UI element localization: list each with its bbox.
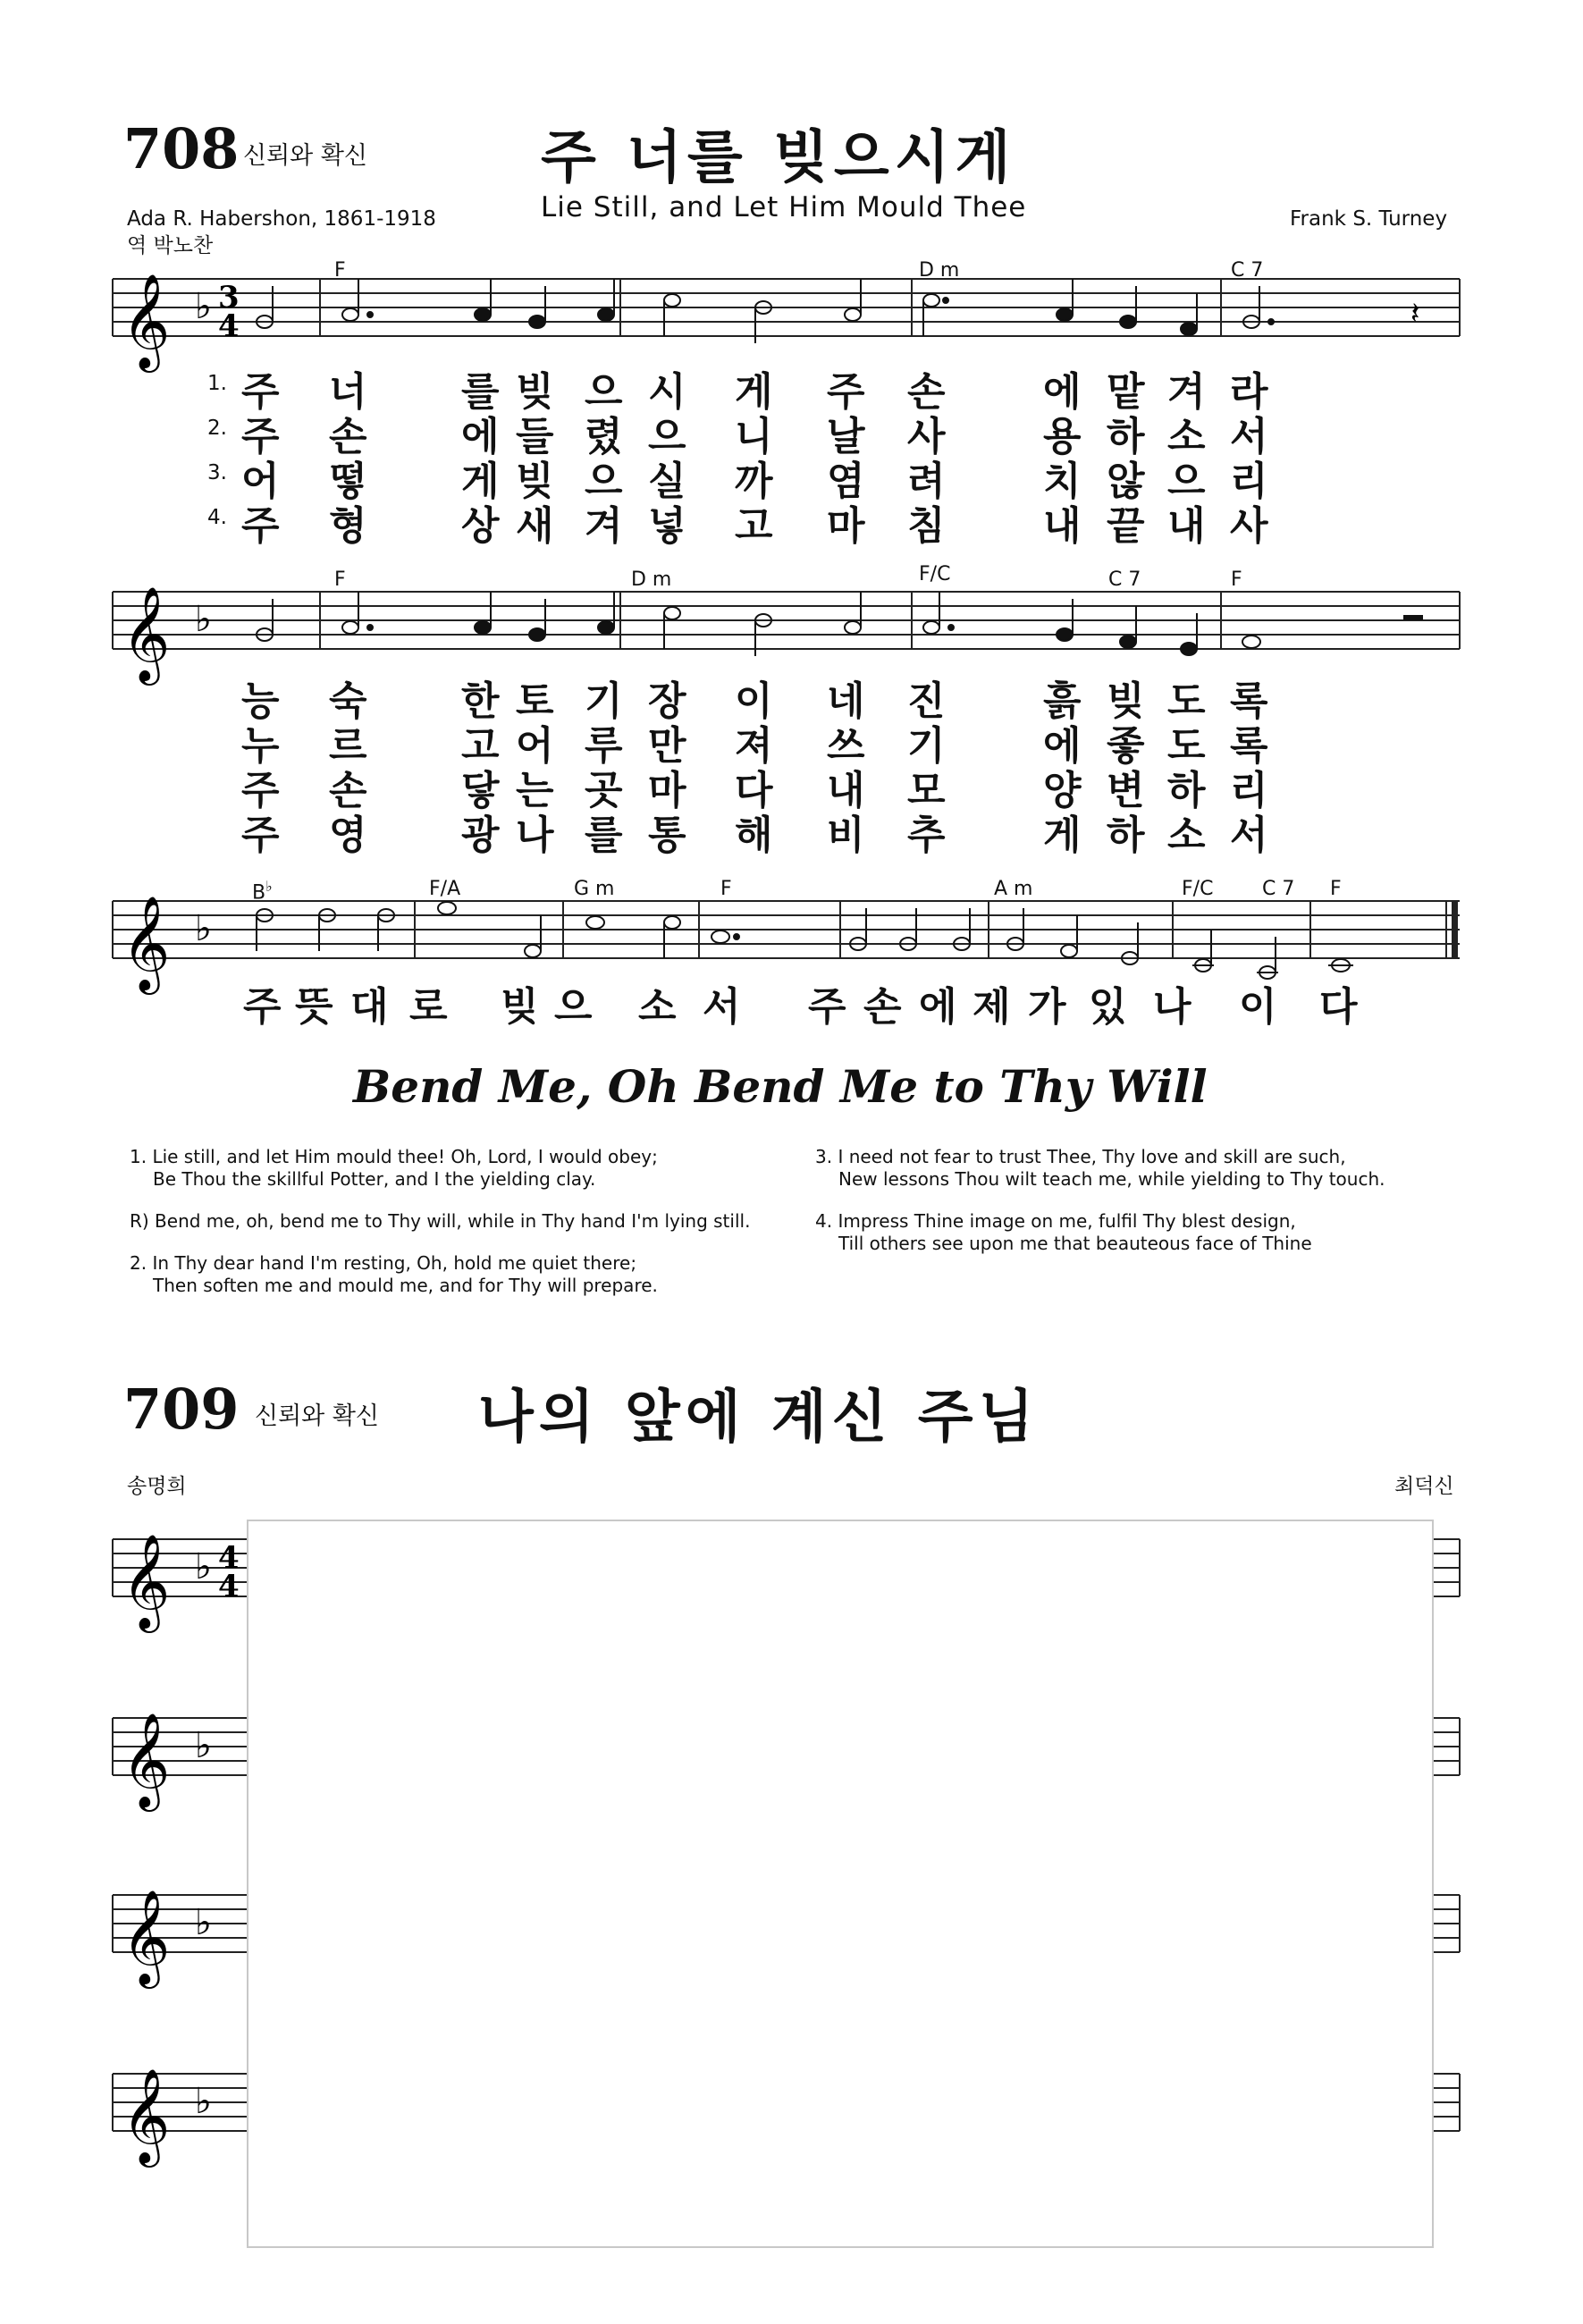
verse-number-4: 4.: [207, 506, 227, 529]
lyric-syllable: 다: [1319, 984, 1358, 1030]
lyric-syllable: 고: [735, 503, 773, 549]
lyric-syllable: 까: [735, 459, 773, 504]
chord-s3-5: A m: [994, 878, 1033, 900]
lyric-syllable: 이: [735, 678, 773, 724]
lyric-syllable: 하: [1167, 768, 1206, 813]
flat-key-icon: ♭: [195, 599, 212, 640]
verse-number-2: 2.: [207, 417, 227, 440]
chord-s1-3: C 7: [1231, 259, 1264, 282]
flat-key-icon: ♭: [195, 1902, 212, 1943]
chord-s1-2: D m: [919, 259, 960, 282]
hymn-708-composer: Frank S. Turney: [1290, 207, 1448, 231]
flat-icon: ♭: [265, 878, 273, 895]
english-line: 4. Impress Thine image on me, fulfil Thy blest design,: [815, 1210, 1296, 1232]
treble-clef-icon: 𝄞: [122, 895, 171, 990]
lyric-syllable: 게: [1043, 813, 1082, 858]
english-verse-4: [815, 1210, 1459, 1255]
chord-s2-3: F/C: [919, 563, 951, 585]
lyric-syllable: 제: [973, 984, 1011, 1030]
lyric-syllable: 다: [735, 768, 773, 813]
hymn-708-subtitle: Lie Still, and Let Him Mould Thee: [541, 191, 1027, 223]
lyric-syllable: 이: [1239, 984, 1277, 1030]
lyric-syllable: 용: [1043, 414, 1082, 459]
half-rest-icon: [1403, 615, 1423, 620]
flat-key-icon: ♭: [195, 1546, 212, 1587]
lyric-syllable: 통: [648, 813, 686, 858]
chord-s3-1: B♭: [252, 878, 273, 905]
lyric-syllable: 려: [907, 459, 946, 504]
lyric-syllable: 영: [329, 813, 367, 858]
lyric-syllable: 도: [1167, 723, 1206, 769]
lyric-syllable: 내: [1167, 503, 1206, 549]
treble-clef-icon: 𝄞: [122, 1533, 171, 1629]
lyric-syllable: 진: [907, 678, 946, 724]
hymn-709-category: 신뢰와 확신: [255, 1402, 379, 1430]
svg-text:4: 4: [218, 1540, 240, 1576]
lyric-syllable: 손: [907, 369, 946, 415]
treble-clef-icon: 𝄞: [122, 585, 171, 681]
lyric-syllable: 으: [554, 984, 593, 1030]
lyric-syllable: 져: [735, 723, 773, 769]
lyric-syllable: 는: [516, 768, 554, 813]
lyric-syllable: 겨: [585, 503, 623, 549]
hymn-709-number: 709: [123, 1377, 240, 1442]
lyric-syllable: 토: [516, 678, 554, 724]
lyric-syllable: 으: [585, 459, 623, 504]
hymn-709-composer: 최덕신: [1394, 1475, 1454, 1498]
lyric-syllable: 한: [461, 678, 500, 724]
lyric-syllable: 를: [585, 813, 623, 858]
lyric-syllable: 침: [907, 503, 946, 549]
lyric-syllable: 누: [241, 723, 280, 769]
lyric-syllable: 들: [516, 414, 554, 459]
treble-clef-icon: 𝄞: [122, 1712, 171, 1807]
svg-text:4: 4: [218, 308, 240, 344]
flat-key-icon: ♭: [195, 908, 212, 949]
lyric-syllable: 비: [827, 813, 865, 858]
lyric-syllable: 로: [409, 984, 448, 1030]
lyric-syllable: 변: [1107, 768, 1145, 813]
lyric-syllable: 어: [241, 459, 280, 504]
chord-s1-1: F: [334, 259, 346, 282]
chord-s3-7: C 7: [1262, 878, 1295, 900]
treble-clef-icon: 𝄞: [122, 1889, 171, 1984]
english-verses-right: [815, 1146, 1459, 1255]
lyric-syllable: 를: [461, 369, 500, 415]
lyric-syllable: 마: [648, 768, 686, 813]
lyric-syllable: 하: [1107, 414, 1145, 459]
staff-system-1: [0, 268, 1583, 366]
lyric-syllable: 게: [735, 369, 773, 415]
verse-number-3: 3.: [207, 461, 227, 484]
english-line: 2. In Thy dear hand I'm resting, Oh, hold me quiet there;: [130, 1252, 637, 1274]
lyric-syllable: 치: [1043, 459, 1082, 504]
lyric-syllable: 빚: [1107, 678, 1145, 724]
chord-s2-2: D m: [631, 568, 672, 591]
lyric-syllable: 닿: [461, 768, 500, 813]
lyric-syllable: 광: [461, 813, 500, 858]
verse-number-1: 1.: [207, 372, 227, 395]
english-verses-left: [130, 1146, 809, 1297]
english-line: New lessons Thou wilt teach me, while yielding to Thy touch.: [838, 1168, 1385, 1190]
lyric-syllable: 리: [1230, 768, 1268, 813]
chord-s3-3: G m: [574, 878, 615, 900]
lyric-syllable: 좋: [1107, 723, 1145, 769]
chord-s3-4: F: [720, 878, 732, 900]
lyric-syllable: 뜻: [295, 984, 333, 1030]
lyric-syllable: 빚: [516, 369, 554, 415]
lyric-syllable: 에: [1043, 723, 1082, 769]
lyric-syllable: 주: [241, 813, 280, 858]
english-line: 3. I need not fear to trust Thee, Thy love and skill are such,: [815, 1146, 1346, 1167]
staff-system-2: [0, 581, 1583, 679]
lyric-syllable: 손: [863, 984, 902, 1030]
lyric-syllable: 떻: [329, 459, 367, 504]
lyric-syllable: 소: [638, 984, 677, 1030]
english-line: R) Bend me, oh, bend me to Thy will, while in Thy hand I'm lying still.: [130, 1210, 751, 1232]
lyric-syllable: 형: [329, 503, 367, 549]
flat-key-icon: ♭: [195, 2081, 212, 2122]
hymn-708-title: 주 너를 빚으시게: [541, 125, 1016, 191]
hymn-708-category: 신뢰와 확신: [243, 142, 367, 170]
lyric-syllable: 서: [1230, 813, 1268, 858]
lyric-syllable: 주: [243, 984, 282, 1030]
lyric-syllable: 주: [808, 984, 846, 1030]
lyric-syllable: 쓰: [827, 723, 865, 769]
lyric-syllable: 주: [241, 414, 280, 459]
lyric-syllable: 루: [585, 723, 623, 769]
treble-clef-icon: 𝄞: [122, 2067, 171, 2163]
lyric-syllable: 날: [827, 414, 865, 459]
lyric-syllable: 빚: [501, 984, 539, 1030]
lyric-syllable: 해: [735, 813, 773, 858]
lyric-syllable: 에: [919, 984, 957, 1030]
chord-s3-2: F/A: [429, 878, 461, 900]
lyric-syllable: 손: [329, 768, 367, 813]
lyric-syllable: 능: [241, 678, 280, 724]
lyric-syllable: 고: [461, 723, 500, 769]
lyric-syllable: 에: [1043, 369, 1082, 415]
quarter-rest-icon: 𝄽: [1410, 296, 1420, 332]
lyric-syllable: 어: [516, 723, 554, 769]
lyric-syllable: 니: [735, 414, 773, 459]
lyric-syllable: 나: [1153, 984, 1191, 1030]
lyric-syllable: 추: [907, 813, 946, 858]
hymn-708-translator: 역 박노찬: [127, 234, 214, 257]
hymn-708-author: Ada R. Habershon, 1861-1918: [127, 207, 436, 231]
lyric-syllable: 상: [461, 503, 500, 549]
lyric-syllable: 서: [1230, 414, 1268, 459]
lyric-syllable: 가: [1028, 984, 1066, 1030]
lyric-syllable: 끝: [1107, 503, 1145, 549]
lyric-syllable: 장: [648, 678, 686, 724]
lyric-syllable: 르: [329, 723, 367, 769]
lyric-syllable: 주: [827, 369, 865, 415]
lyric-syllable: 시: [648, 369, 686, 415]
lyric-syllable: 주: [241, 503, 280, 549]
hymn-709-author: 송명희: [127, 1475, 187, 1498]
lyric-syllable: 네: [827, 678, 865, 724]
lyric-syllable: 사: [1230, 503, 1268, 549]
lyric-syllable: 빚: [516, 459, 554, 504]
english-verse-3: [815, 1146, 1459, 1191]
lyric-syllable: 넣: [648, 503, 686, 549]
lyric-syllable: 맡: [1107, 369, 1145, 415]
lyric-syllable: 으: [1167, 459, 1206, 504]
lyric-syllable: 숙: [329, 678, 367, 724]
flat-key-icon: ♭: [195, 1725, 212, 1766]
lyric-syllable: 겨: [1167, 369, 1206, 415]
english-line: Then soften me and mould me, and for Thy will prepare.: [153, 1275, 658, 1296]
english-line: 1. Lie still, and let Him mould thee! Oh, Lord, I would obey;: [130, 1146, 658, 1167]
lyric-syllable: 으: [648, 414, 686, 459]
blank-sheet-panel: [247, 1520, 1434, 2248]
lyric-syllable: 만: [648, 723, 686, 769]
lyric-syllable: 으: [585, 369, 623, 415]
chord-s3-6: F/C: [1182, 878, 1214, 900]
lyric-syllable: 리: [1230, 459, 1268, 504]
english-verse-2: [130, 1252, 809, 1297]
lyric-syllable: 소: [1167, 813, 1206, 858]
lyric-syllable: 새: [516, 503, 554, 549]
chord-s2-1: F: [334, 568, 346, 591]
lyric-syllable: 곳: [585, 768, 623, 813]
english-line: Till others see upon me that beauteous face of Thine: [838, 1233, 1312, 1254]
lyric-syllable: 기: [907, 723, 946, 769]
lyric-syllable: 주: [241, 369, 280, 415]
lyric-syllable: 에: [461, 414, 500, 459]
lyric-syllable: 하: [1107, 813, 1145, 858]
lyric-syllable: 록: [1230, 723, 1268, 769]
lyric-syllable: 있: [1089, 984, 1127, 1030]
lyric-syllable: 않: [1107, 459, 1145, 504]
lyric-syllable: 렸: [585, 414, 623, 459]
lyric-syllable: 사: [907, 414, 946, 459]
lyric-syllable: 서: [703, 984, 741, 1030]
lyric-syllable: 대: [350, 984, 389, 1030]
chord-s2-4: C 7: [1108, 568, 1141, 591]
lyric-syllable: 실: [648, 459, 686, 504]
lyric-syllable: 내: [1043, 503, 1082, 549]
lyric-syllable: 모: [907, 768, 946, 813]
english-verse-1: [130, 1146, 809, 1191]
chord-s2-5: F: [1231, 568, 1242, 591]
lyric-syllable: 록: [1230, 678, 1268, 724]
lyric-syllable: 너: [329, 369, 367, 415]
lyric-syllable: 염: [827, 459, 865, 504]
lyric-syllable: 게: [461, 459, 500, 504]
lyric-syllable: 내: [827, 768, 865, 813]
treble-clef-icon: 𝄞: [122, 273, 171, 368]
english-line: Be Thou the skillful Potter, and I the yielding clay.: [153, 1168, 596, 1190]
lyric-syllable: 양: [1043, 768, 1082, 813]
lyric-syllable: 흙: [1043, 678, 1082, 724]
refrain-english-title: Bend Me, Oh Bend Me to Thy Will: [353, 1060, 1208, 1113]
flat-key-icon: ♭: [195, 286, 212, 327]
lyric-syllable: 소: [1167, 414, 1206, 459]
lyric-syllable: 나: [516, 813, 554, 858]
hymn-708-number: 708: [123, 116, 240, 181]
lyric-syllable: 마: [827, 503, 865, 549]
svg-text:3: 3: [218, 280, 240, 316]
lyric-syllable: 라: [1230, 369, 1268, 415]
lyric-syllable: 주: [241, 768, 280, 813]
lyric-syllable: 도: [1167, 678, 1206, 724]
english-refrain: [130, 1210, 809, 1233]
hymn-709-title: 나의 앞에 계신 주님: [478, 1385, 1040, 1451]
lyric-syllable: 기: [585, 678, 623, 724]
svg-text:4: 4: [218, 1569, 240, 1604]
chord-s3-8: F: [1330, 878, 1342, 900]
lyric-syllable: 손: [329, 414, 367, 459]
